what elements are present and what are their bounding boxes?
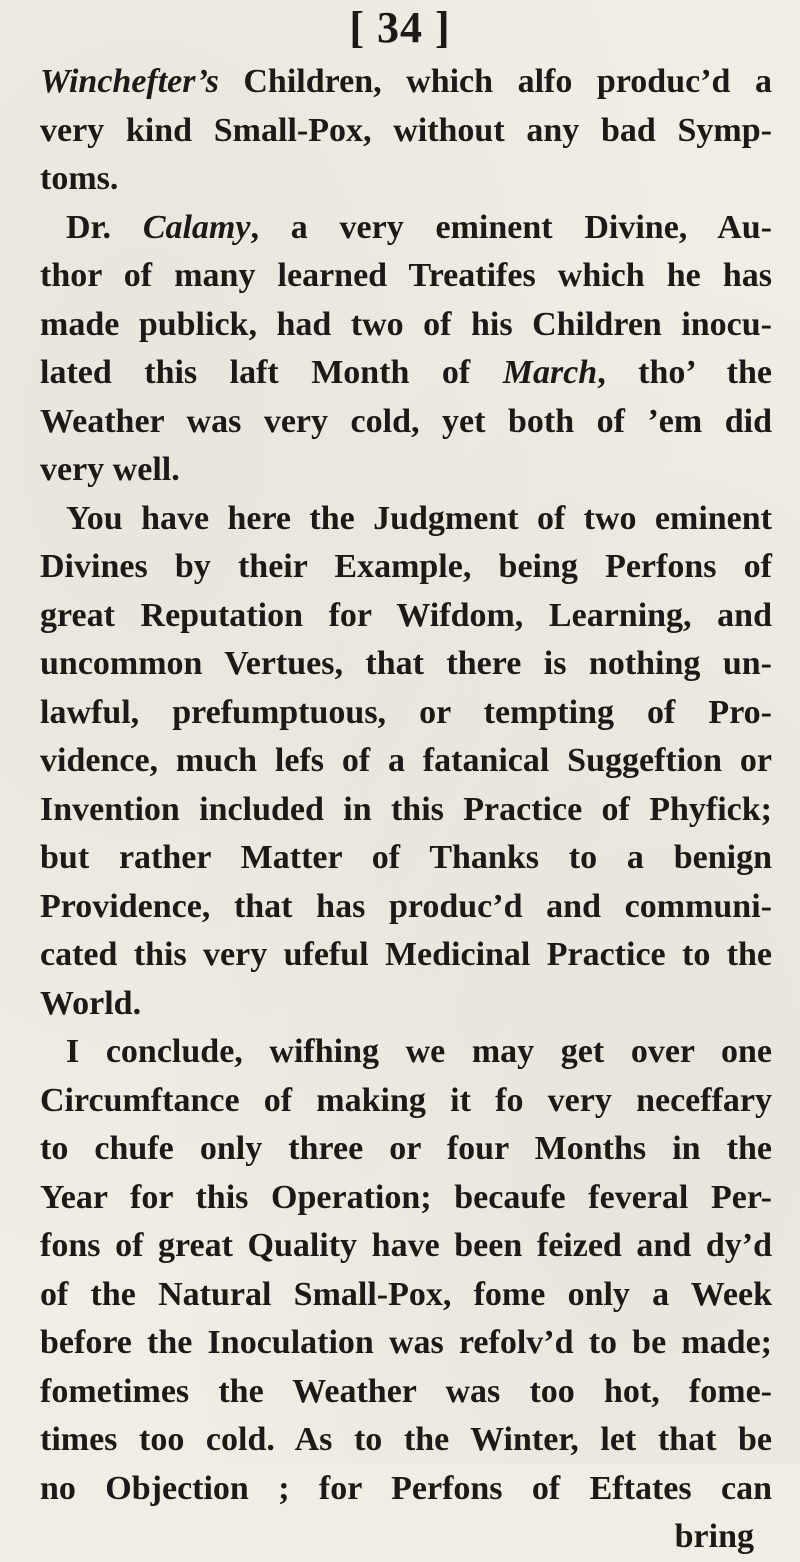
text-line: Circumftance of making it fo very neceffary	[40, 1081, 772, 1119]
text-line: to chufe only three or four Months in the	[40, 1130, 772, 1167]
text-line: uncommon Vertues, that there is nothing un-	[40, 645, 772, 682]
text-line: made publick, had two of his Children inocu-	[40, 305, 772, 343]
text-line: very kind Small-Pox, without any bad Symp-	[40, 111, 772, 149]
line-text: lated this laft Month of	[40, 354, 503, 391]
catchword: bring	[674, 1518, 754, 1555]
text-line: fons of great Quality have been feized and dy’d	[40, 1227, 772, 1264]
text-line: no Objection ; for Perfons of Eftates can	[40, 1469, 772, 1507]
text-line: vidence, much lefs of a fatanical Suggeftion or	[40, 742, 772, 779]
text-line: thor of many learned Treatifes which he has	[40, 257, 772, 294]
text-line: fometimes the Weather was too hot, fome-	[40, 1372, 772, 1410]
text-line: You have here the Judgment of two eminent	[66, 499, 772, 537]
line-text: Children, which alfo produc’d a	[218, 63, 772, 100]
text-line: very well.	[40, 451, 180, 488]
text-line: but rather Matter of Thanks to a benign	[40, 839, 772, 876]
italic-name: March	[502, 354, 598, 391]
italic-name: Winchefter’s	[40, 63, 219, 100]
text-line: Providence, that has produc’d and communi-	[40, 887, 772, 925]
text-line: Divines by their Example, being Perfons of	[40, 548, 772, 585]
text-line	[40, 204, 772, 253]
text-line: of the Natural Small-Pox, fome only a Week	[40, 1275, 772, 1313]
text-line: Weather was very cold, yet both of ’em did	[40, 402, 772, 440]
text-line: Invention included in this Practice of Phyfick;	[40, 790, 772, 828]
text-line: Year for this Operation; becaufe feveral Per-	[40, 1178, 772, 1216]
text-line: before the Inoculation was refolv’d to be made;	[40, 1324, 772, 1361]
text-line: great Reputation for Wifdom, Learning, and	[40, 596, 772, 634]
body-text	[40, 58, 772, 1562]
text-line: times too cold. As to the Winter, let that be	[40, 1421, 772, 1458]
italic-name: Calamy	[142, 208, 251, 246]
text-line: World.	[40, 984, 142, 1022]
catchword-line	[40, 1513, 772, 1562]
text-line: lawful, prefumptuous, or tempting of Pro-	[40, 693, 772, 731]
text-line	[40, 349, 772, 398]
line-text: , a very eminent Divine, Au-	[250, 208, 772, 246]
text-line	[40, 58, 772, 107]
text-line: cated this very ufeful Medicinal Practice to the	[40, 936, 772, 973]
line-text: , tho’ the	[597, 354, 772, 391]
text-line: I conclude, wifhing we may get over one	[66, 1033, 772, 1070]
text-line: toms.	[40, 160, 119, 197]
page-number: [ 34 ]	[349, 3, 451, 52]
line-text: Dr.	[66, 208, 143, 246]
